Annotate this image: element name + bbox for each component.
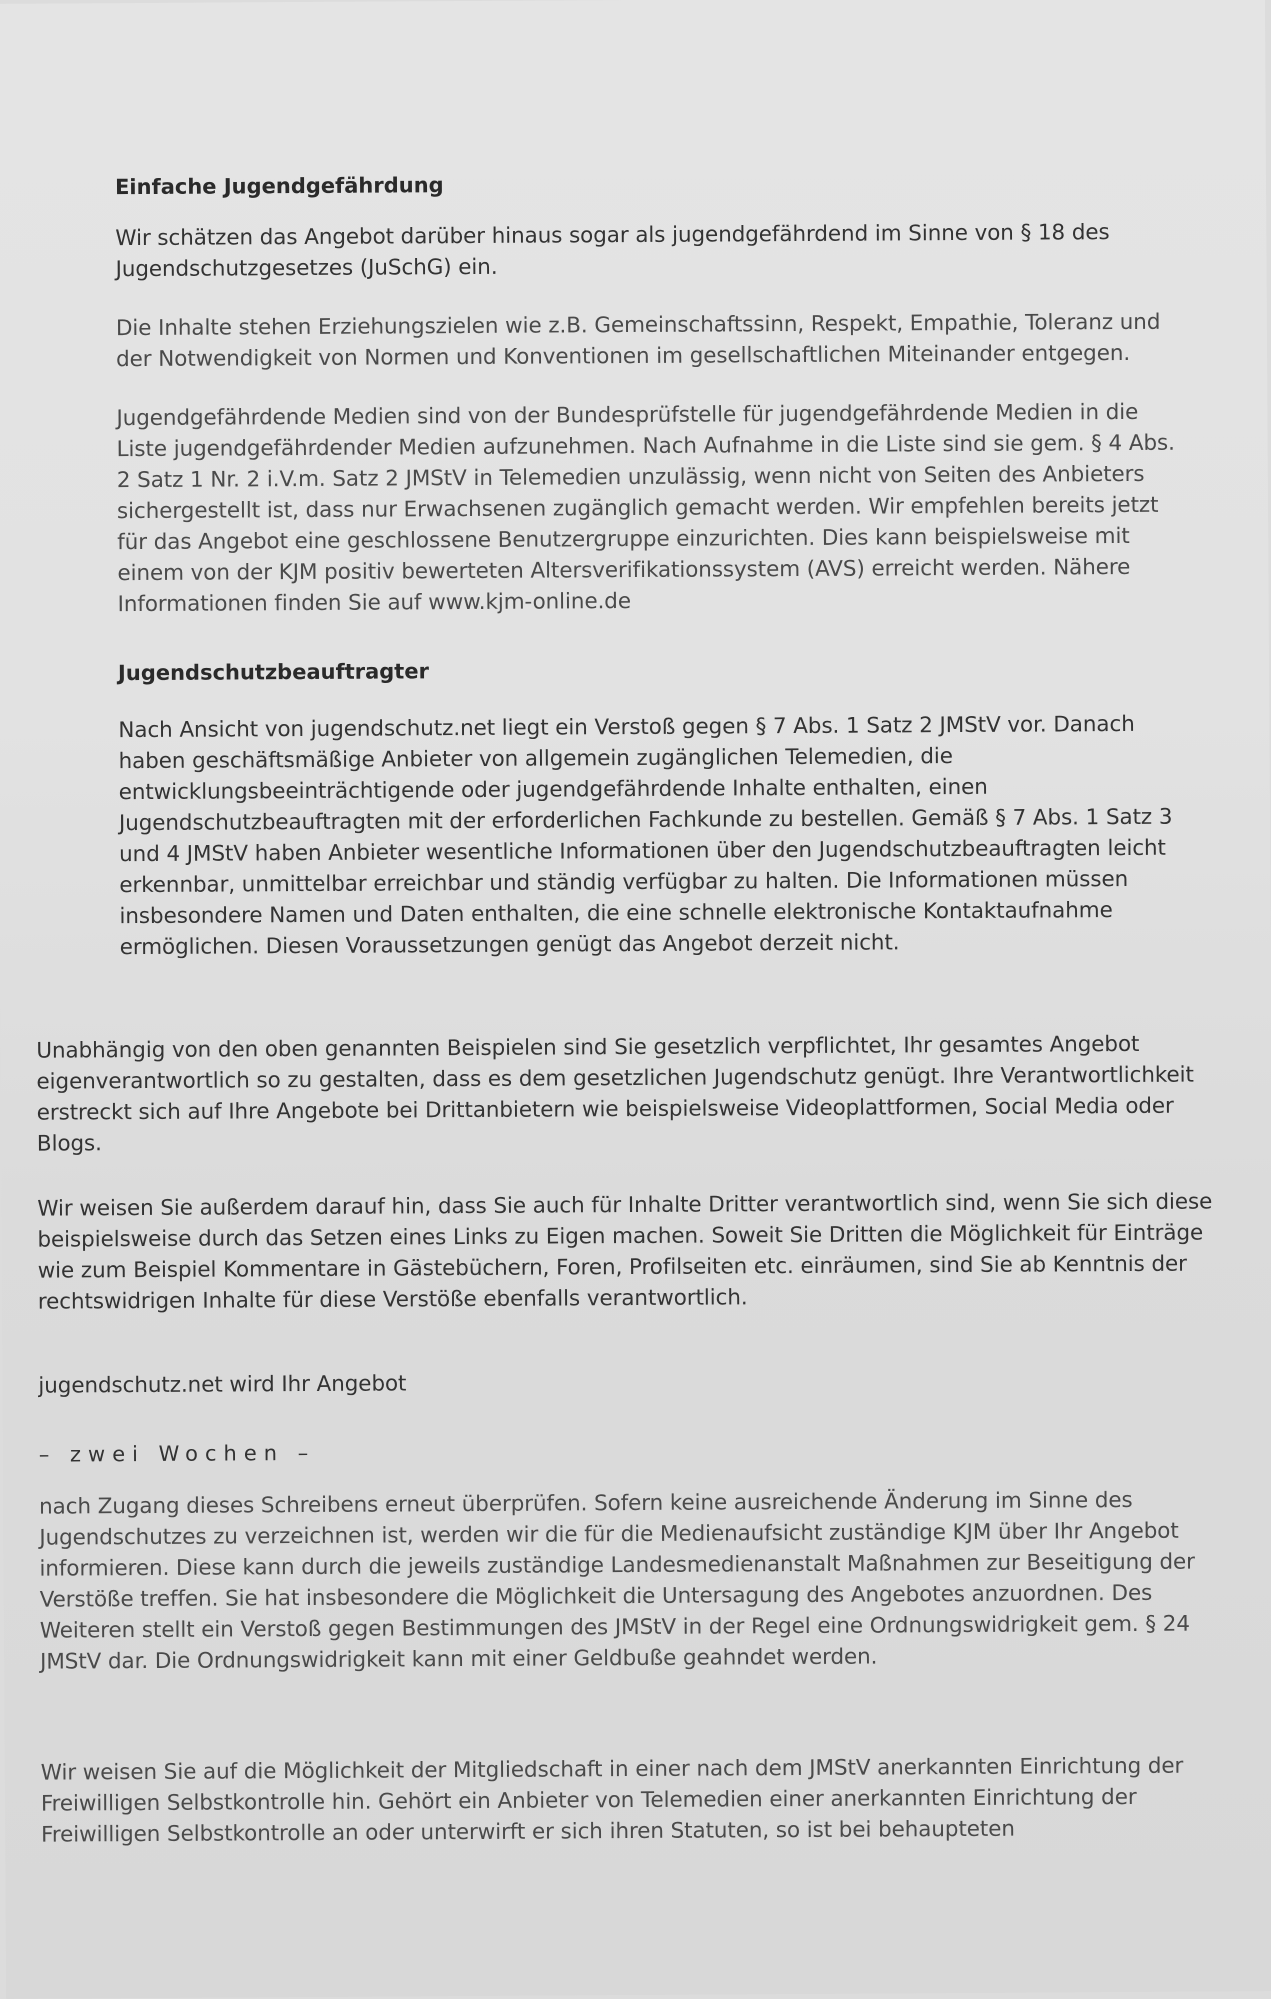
paragraph	[115, 217, 1175, 285]
paragraph-text: Nach Ansicht von jugendschutz.net liegt ein Verstoß gegen § 7 Abs. 1 Satz 2 JMStV vor. Danach haben geschäftsmäßige Anbieter von allgemein zugänglichen Telemedien, die entwicklungsbeeinträchtigende oder jugendgefährdende Inhalte enthalten, einen Jugendschutzbeauftragten mit der erforderlichen Fachkunde zu bestellen. Gemäß § 7 Abs. 1 Satz 3 und 4 JMStV haben Anbieter wesentliche Informationen über den Jugendschutzbeauftragten leicht erkennbar, unmittelbar erreichbar und ständig verfügbar zu halten. Die Informationen müssen insbesondere Namen und Daten enthalten, die eine schnelle elektronische Kontaktaufnahme ermöglichen. Diesen Voraussetzungen genügt das Angebot derzeit nicht.	[118, 711, 1173, 961]
paragraph-text: jugendschutz.net wird Ihr Angebot	[38, 1371, 407, 1399]
paragraph	[116, 397, 1177, 620]
paragraph-text: Wir schätzen das Angebot darüber hinaus sogar als jugendgefährdend im Sinne von § 18 des Jugendschutzgesetzes (JuSchG) ein.	[115, 220, 1110, 283]
deadline-text: – zwei Wochen –	[38, 1440, 316, 1467]
paragraph-text: nach Zugang dieses Schreibens erneut überprüfen. Sofern keine ausreichende Änderung im Sinne des Jugendschutzes zu verzeichnen ist, werden wir die für die Medienaufsicht zuständige KJM über Ihr Angebot informieren. Diese kann durch die jeweils zuständige Landesmedienanstalt Maßnahmen zur Beseitigung der Verstöße treffen. Sie hat insbesondere die Möglichkeit die Untersagung des Angebotes anzuordnen. Des Weiteren stellt ein Verstoß gegen Bestimmungen des JMStV in der Regel eine Ordnungswidrigkeit gem. § 24 JMStV dar. Die Ordnungswidrigkeit kann mit einer Geldbuße geahndet werden.	[39, 1487, 1195, 1675]
paragraph	[116, 307, 1176, 375]
paragraph	[41, 1750, 1222, 1850]
section-jugendschutzbeauftragter	[118, 655, 1178, 685]
paragraph-text: Unabhängig von den oben genannten Beispielen sind Sie gesetzlich verpflichtet, Ihr gesamtes Angebot eigenverantwortlich so zu gestalten, dass es dem gesetzlichen Jugendschutz genügt. Ihre Verantwortlichkeit erstreckt sich auf Ihre Angebote bei Drittanbietern wie beispielsweise Videoplattformen, Social Media oder Blogs.	[36, 1031, 1194, 1157]
paragraph	[38, 1363, 1218, 1401]
paragraph-text: Jugendgefährdende Medien sind von der Bundesprüfstelle für jugendgefährdende Medien in die Liste jugendgefährdender Medien aufzunehmen. Nach Aufnahme in die Liste sind sie gem. § 4 Abs. 2 Satz 1 Nr. 2 i.V.m. Satz 2 JMStV in Telemedien unzulässig, wenn nicht von Seiten des Anbieters sichergestellt ist, dass nur Erwachsenen zugänglich gemacht werden. Wir empfehlen bereits jetzt für das Angebot eine geschlossene Benutzergruppe einzurichten. Dies kann beispielsweise mit einem von der KJM positiv bewerteten Altersverifikationssystem (AVS) erreicht werden. Nähere Informationen finden Sie auf www.kjm-online.de	[116, 399, 1175, 618]
paragraph-text: Die Inhalte stehen Erziehungszielen wie z.B. Gemeinschaftssinn, Respekt, Empathie, Toleranz und der Notwendigkeit von Normen und Konventionen im gesellschaftlichen Miteinander entgegen.	[115, 309, 1161, 373]
paragraph	[39, 1484, 1220, 1677]
paragraph	[118, 709, 1179, 963]
paragraph-text: Wir weisen Sie auf die Möglichkeit der Mitgliedschaft in einer nach dem JMStV anerkannten Einrichtung der Freiwilligen Selbstkontrolle hin. Gehört ein Anbieter von Telemedien einer anerkannten Einrichtung der Freiwilligen Selbstkontrolle an oder unterwirft er sich ihren Statuten, so ist bei behaupteten	[40, 1753, 1184, 1848]
section-heading: Einfache Jugendgefährdung	[114, 173, 444, 200]
paragraph	[37, 1186, 1218, 1317]
paragraph	[36, 1028, 1217, 1159]
section-jugendgefaehrdung	[115, 169, 1175, 199]
deadline-line	[39, 1432, 1219, 1470]
paragraph-text: Wir weisen Sie außerdem darauf hin, dass Sie auch für Inhalte Dritter verantwortlich sind, wenn Sie sich diese beispielsweise durch das Setzen eines Links zu Eigen machen. Soweit Sie Dritten die Möglichkeit für Einträge wie zum Beispiel Kommentare in Gästebüchern, Foren, Profilseiten etc. einräumen, sind Sie ab Kenntnis der rechtswidrigen Inhalte für diese Verstöße ebenfalls verantwortlich.	[37, 1189, 1213, 1315]
section-heading: Jugendschutzbeauftragter	[117, 659, 429, 686]
